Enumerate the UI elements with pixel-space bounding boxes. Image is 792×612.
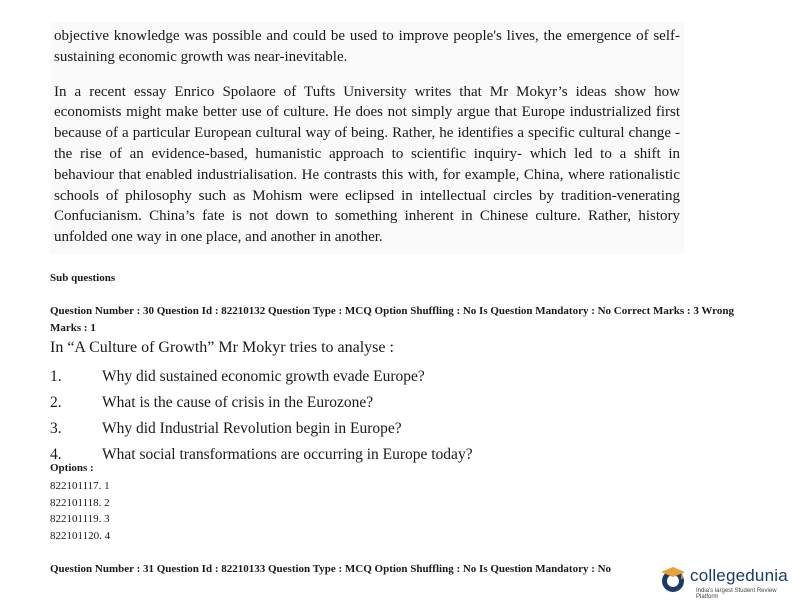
statement-text: Why did Industrial Revolution begin in Europe? [102, 420, 402, 437]
statement-item [50, 442, 473, 468]
passage-box [50, 22, 684, 254]
options-label: Options : [50, 462, 94, 474]
option-item: 822101119. 3 [50, 513, 110, 525]
statement-number: 1. [50, 368, 62, 385]
question-30-statements [50, 364, 473, 468]
statement-number: 4. [50, 446, 62, 463]
question-30-meta: Question Number : 30 Question Id : 82210132 Question Type : MCQ Option Shuffling : No Is Question Mandatory : No Correct Marks : 3 Wrong Marks : 1 [50, 305, 734, 334]
option-item: 822101117. 1 [50, 480, 110, 492]
statement-text: What social transformations are occurring in Europe today? [102, 446, 473, 463]
statement-item [50, 416, 473, 442]
statement-item [50, 364, 473, 390]
statement-item [50, 390, 473, 416]
logo-tagline: India's largest Student Review Platform [696, 588, 777, 600]
statement-text: Why did sustained economic growth evade Europe? [102, 368, 425, 385]
question-31-meta: Question Number : 31 Question Id : 82210133 Question Type : MCQ Option Shuffling : No Is Question Mandatory : No [50, 563, 612, 575]
sub-questions-heading: Sub questions [50, 272, 116, 284]
passage-paragraph-2: In a recent essay Enrico Spolaore of Tufts University writes that Mr Mokyr’s ideas show how economists might make better use of culture. He does not simply argue that Europe industrialized first because of a particular European cultural way of being. Rather, he identifies a specific cultural change - the rise of an evidence-based, humanistic approach to scientific inquiry- which led to a shift in behaviour that enabled industrialisation. He contrasts this with, for example, China, where rationalistic schools of philosophy such as Mohism were eclipsed in intellectual circles by tradition-venerating Confucianism. China’s fate is not down to something inherent in Chinese culture. Rather, history unfolded one way in one place, and another in another. [54, 83, 680, 246]
option-item: 822101120. 4 [50, 529, 111, 542]
graduation-cap-icon [658, 564, 688, 594]
options-list [50, 480, 110, 546]
statement-text: What is the cause of crisis in the Eurozone? [102, 394, 374, 411]
logo-wordmark: collegedunia [690, 566, 788, 585]
passage-paragraph-1: objective knowledge was possible and could be used to improve people's lives, the emergence of self-sustaining economic growth was near-inevitable. [54, 28, 680, 65]
collegedunia-logo [658, 562, 788, 602]
statement-number: 3. [50, 420, 62, 437]
option-item: 822101118. 2 [50, 496, 110, 509]
statement-number: 2. [50, 394, 62, 411]
question-30-text: In “A Culture of Growth” Mr Mokyr tries to analyse : [50, 339, 394, 356]
